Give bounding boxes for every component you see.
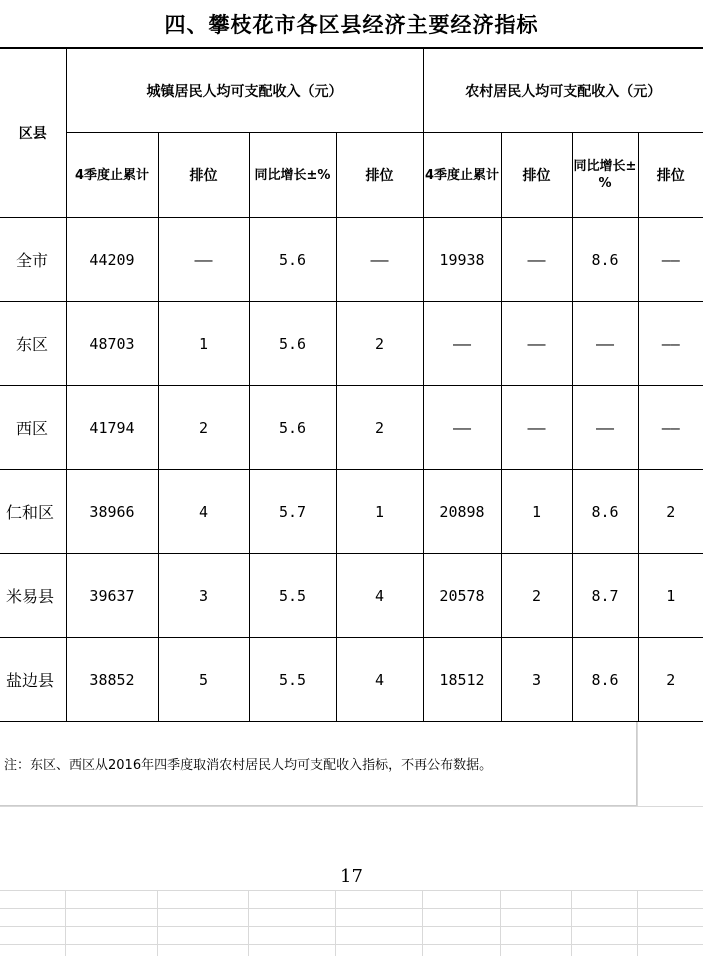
rural-income-header: 农村居民人均可支配收入（元） (423, 49, 703, 133)
county-name: 西区 (0, 386, 66, 470)
county-name: 仁和区 (0, 470, 66, 554)
grid-divider (637, 722, 638, 806)
rural-growth-rank: —— (638, 218, 703, 302)
table-row (0, 470, 703, 554)
rural-cum-header: 4季度止累计 (423, 133, 501, 218)
rural-growth-rank: —— (638, 302, 703, 386)
rural-rank: —— (501, 386, 572, 470)
table-row (0, 638, 703, 722)
rural-growth-rank: —— (638, 386, 703, 470)
urban-rank: 1 (158, 302, 249, 386)
grid-divider (0, 926, 703, 927)
rural-growth: —— (572, 302, 638, 386)
rural-income: 18512 (423, 638, 501, 722)
urban-growth: 5.7 (249, 470, 336, 554)
rural-growth-rank: 2 (638, 638, 703, 722)
grid-divider (571, 890, 572, 956)
grid-divider (0, 806, 703, 807)
grid-divider (248, 890, 249, 956)
table-row (0, 302, 703, 386)
rural-growth-rank-header: 排位 (638, 133, 703, 218)
urban-growth: 5.6 (249, 218, 336, 302)
rural-income: —— (423, 386, 501, 470)
grid-divider (0, 890, 703, 891)
rural-growth-rank: 2 (638, 470, 703, 554)
grid-divider (157, 890, 158, 956)
urban-income: 44209 (66, 218, 158, 302)
region-header: 区县 (0, 49, 66, 218)
rural-rank: 2 (501, 554, 572, 638)
urban-growth-rank: 2 (336, 386, 423, 470)
table-row (0, 386, 703, 470)
urban-rank: —— (158, 218, 249, 302)
footnote: 注：东区、西区从2016年四季度取消农村居民人均可支配收入指标，不再公布数据。 (0, 722, 637, 806)
grid-divider (335, 890, 336, 956)
table-row (0, 218, 703, 302)
county-name: 全市 (0, 218, 66, 302)
urban-growth: 5.5 (249, 638, 336, 722)
urban-growth-rank-header: 排位 (336, 133, 423, 218)
rural-income: 20898 (423, 470, 501, 554)
rural-rank: 1 (501, 470, 572, 554)
county-name: 盐边县 (0, 638, 66, 722)
urban-rank: 3 (158, 554, 249, 638)
urban-income: 41794 (66, 386, 158, 470)
page-title: 四、攀枝花市各区县经济主要经济指标 (0, 0, 703, 48)
grid-divider (0, 944, 703, 945)
urban-income-header: 城镇居民人均可支配收入（元） (66, 49, 423, 133)
rural-income: —— (423, 302, 501, 386)
urban-growth-rank: —— (336, 218, 423, 302)
indicator-table (0, 48, 703, 722)
urban-income: 39637 (66, 554, 158, 638)
grid-divider (65, 890, 66, 956)
rural-growth-header: 同比增长±% (572, 133, 638, 218)
urban-rank: 2 (158, 386, 249, 470)
county-name: 东区 (0, 302, 66, 386)
county-name: 米易县 (0, 554, 66, 638)
grid-divider (422, 890, 423, 956)
urban-growth-rank: 1 (336, 470, 423, 554)
table-row (0, 554, 703, 638)
urban-growth: 5.6 (249, 302, 336, 386)
rural-growth: 8.7 (572, 554, 638, 638)
rural-rank: —— (501, 302, 572, 386)
rural-growth: —— (572, 386, 638, 470)
rural-growth-rank: 1 (638, 554, 703, 638)
urban-growth-header: 同比增长±% (249, 133, 336, 218)
rural-income: 20578 (423, 554, 501, 638)
urban-growth: 5.5 (249, 554, 336, 638)
rural-growth: 8.6 (572, 470, 638, 554)
rural-rank: 3 (501, 638, 572, 722)
urban-rank: 4 (158, 470, 249, 554)
urban-income: 38966 (66, 470, 158, 554)
grid-divider (637, 890, 638, 956)
urban-rank-header: 排位 (158, 133, 249, 218)
rural-growth: 8.6 (572, 638, 638, 722)
urban-growth-rank: 2 (336, 302, 423, 386)
rural-rank: —— (501, 218, 572, 302)
rural-rank-header: 排位 (501, 133, 572, 218)
urban-cum-header: 4季度止累计 (66, 133, 158, 218)
urban-income: 48703 (66, 302, 158, 386)
page-number: 17 (340, 866, 363, 887)
grid-divider (500, 890, 501, 956)
urban-growth-rank: 4 (336, 554, 423, 638)
urban-rank: 5 (158, 638, 249, 722)
urban-income: 38852 (66, 638, 158, 722)
urban-growth: 5.6 (249, 386, 336, 470)
urban-growth-rank: 4 (336, 638, 423, 722)
rural-growth: 8.6 (572, 218, 638, 302)
rural-income: 19938 (423, 218, 501, 302)
grid-divider (0, 908, 703, 909)
